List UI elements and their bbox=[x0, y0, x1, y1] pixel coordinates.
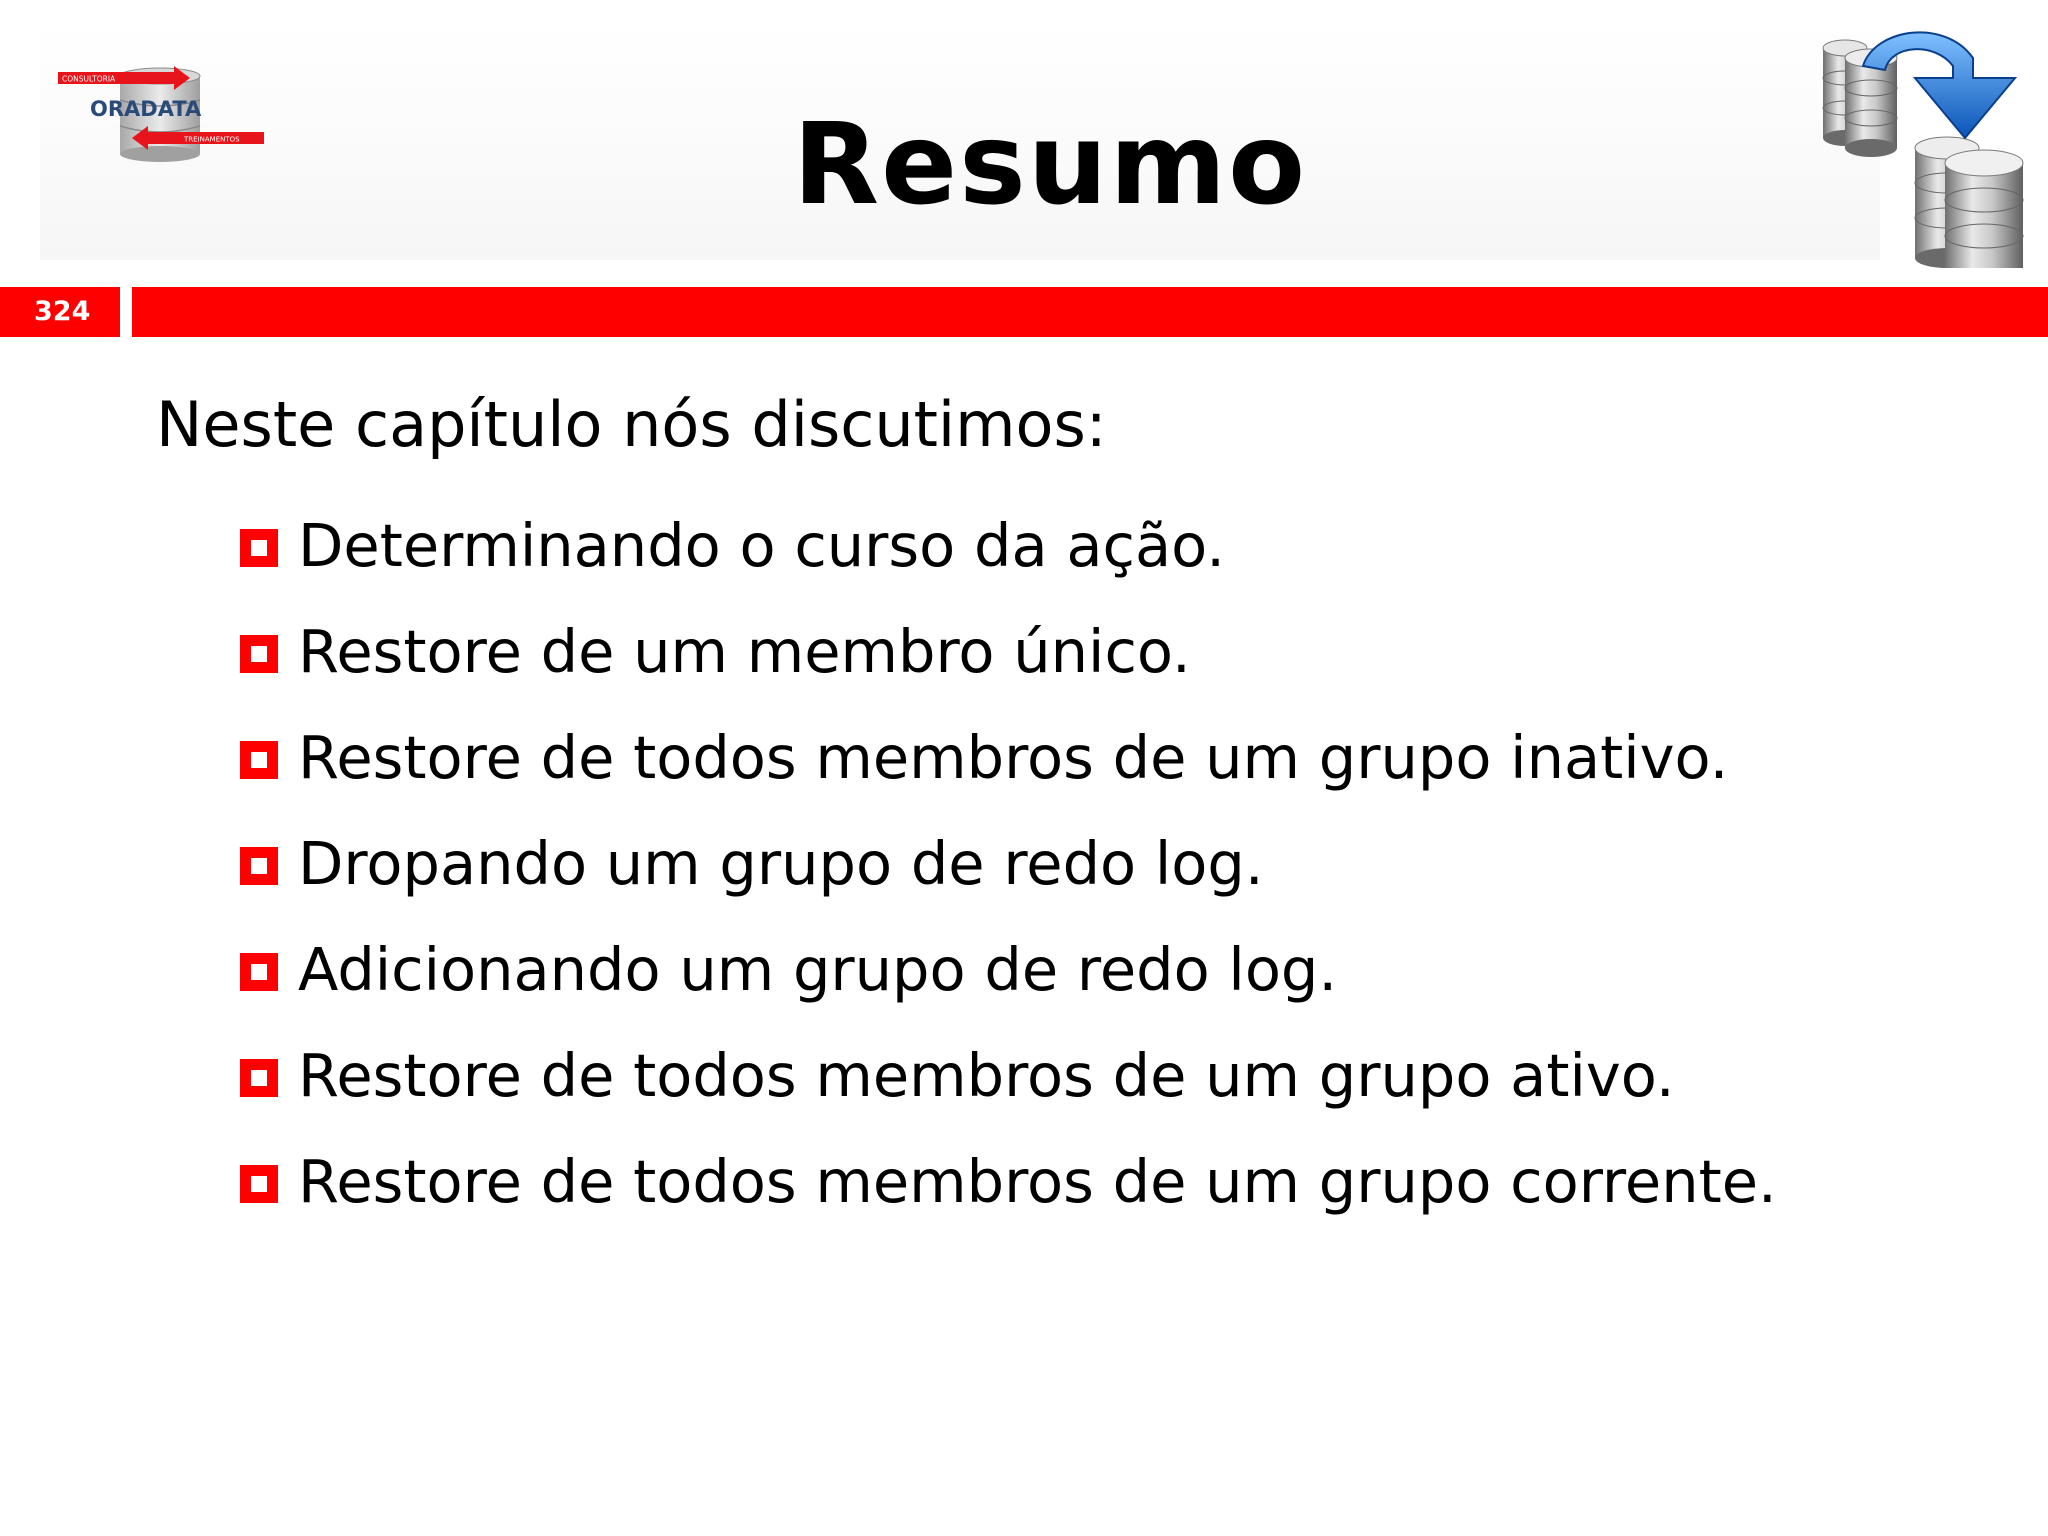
square-bullet-icon bbox=[240, 1165, 278, 1203]
bullet-text: Determinando o curso da ação. bbox=[298, 511, 1225, 580]
logo-tag-bottom: TREINAMENTOS bbox=[184, 135, 240, 144]
square-bullet-icon bbox=[240, 847, 278, 885]
list-item bbox=[240, 1023, 1777, 1129]
bullet-list bbox=[240, 493, 1777, 1235]
square-bullet-icon bbox=[240, 953, 278, 991]
list-item bbox=[240, 705, 1777, 811]
bullet-text: Restore de um membro único. bbox=[298, 617, 1191, 686]
header-divider-bar bbox=[132, 287, 2048, 337]
bullet-text: Restore de todos membros de um grupo inativo. bbox=[298, 723, 1729, 792]
bullet-text: Dropando um grupo de redo log. bbox=[298, 829, 1264, 898]
slide-number: 324 bbox=[0, 287, 120, 337]
square-bullet-icon bbox=[240, 1059, 278, 1097]
logo-name: ORADATA bbox=[90, 97, 202, 121]
bullet-text: Restore de todos membros de um grupo ativo. bbox=[298, 1041, 1675, 1110]
intro-text: Neste capítulo nós discutimos: bbox=[156, 388, 1107, 461]
bullet-text: Restore de todos membros de um grupo corrente. bbox=[298, 1147, 1777, 1216]
square-bullet-icon bbox=[240, 635, 278, 673]
logo-tag-top: CONSULTORIA bbox=[62, 74, 116, 84]
list-item bbox=[240, 493, 1777, 599]
list-item bbox=[240, 1129, 1777, 1235]
bullet-text: Adicionando um grupo de redo log. bbox=[298, 935, 1338, 1004]
square-bullet-icon bbox=[240, 529, 278, 567]
list-item bbox=[240, 811, 1777, 917]
list-item bbox=[240, 599, 1777, 705]
database-restore-icon bbox=[1815, 18, 2035, 268]
list-item bbox=[240, 917, 1777, 1023]
square-bullet-icon bbox=[240, 741, 278, 779]
slide-title: Resumo bbox=[792, 100, 1308, 230]
